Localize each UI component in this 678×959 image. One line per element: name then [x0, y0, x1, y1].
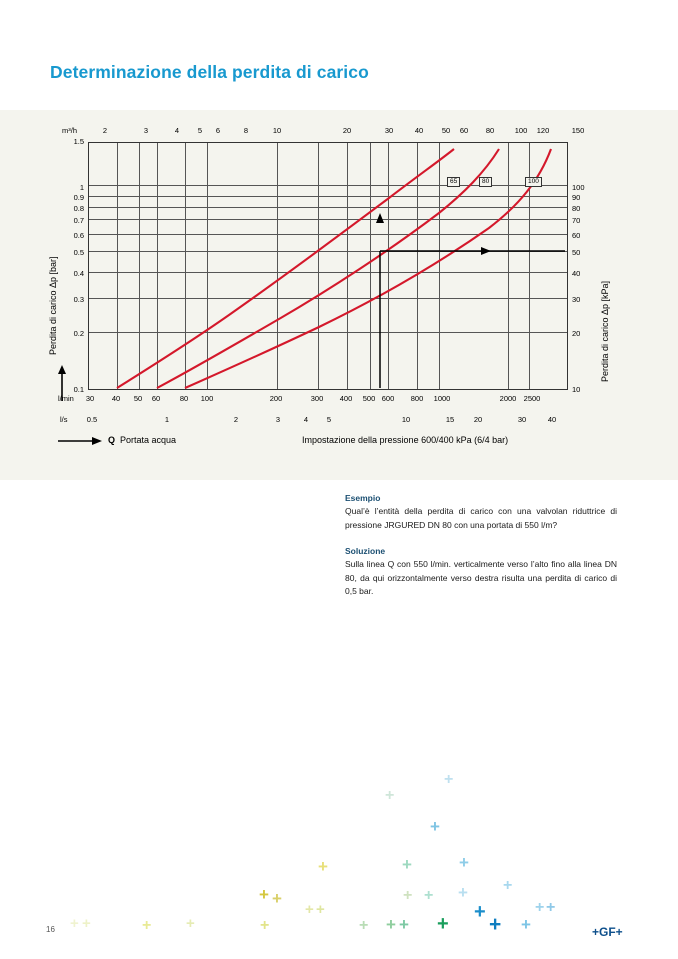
tick-lmin-2500: 2500 [523, 394, 541, 403]
cross-icon: + [474, 901, 486, 923]
curve-dn100 [185, 149, 551, 388]
cross-icon: + [535, 899, 545, 916]
unit-ls: l/s [60, 415, 68, 424]
tick-top-3: 3 [143, 126, 149, 135]
curve-dn65 [117, 149, 454, 388]
tick-ls-3: 3 [275, 415, 281, 424]
cross-icon: + [142, 917, 152, 934]
tick-right-30: 30 [572, 295, 581, 304]
annotation-vline-arrow-icon [376, 213, 384, 223]
tick-left-1p5: 1.5 [73, 137, 84, 146]
gf-logo: +GF+ [592, 925, 623, 939]
tick-lmin-30: 30 [85, 394, 95, 403]
tick-ls-15: 15 [445, 415, 455, 424]
tick-left-0p8: 0.8 [73, 204, 84, 213]
y-axis-right-title: Perdita di carico Δp [kPa] [600, 280, 610, 382]
cross-icon: + [444, 771, 454, 788]
tick-top-5: 5 [197, 126, 203, 135]
cross-icon: + [272, 889, 282, 908]
example-heading: Esempio [345, 493, 381, 503]
tick-right-80: 80 [572, 204, 581, 213]
annotation-hline-arrow-icon [481, 247, 491, 255]
tick-right-20: 20 [572, 329, 581, 338]
tick-top-30: 30 [384, 126, 394, 135]
tick-lmin-80: 80 [179, 394, 189, 403]
tick-lmin-800: 800 [410, 394, 424, 403]
tick-left-0p2: 0.2 [73, 329, 84, 338]
cross-icon: + [546, 899, 556, 916]
tick-ls-10: 10 [401, 415, 411, 424]
cross-icon: + [260, 917, 270, 934]
page-title: Determinazione della perdita di carico [50, 62, 369, 82]
chart-panel [0, 110, 678, 480]
tick-ls-4: 4 [303, 415, 309, 424]
tick-ls-20: 20 [473, 415, 483, 424]
tick-top-40: 40 [414, 126, 424, 135]
y-axis-left-title: Perdita di carico Δp [bar] [48, 256, 58, 355]
cross-icon: + [437, 913, 449, 935]
tick-top-120: 120 [536, 126, 550, 135]
tick-right-90: 90 [572, 193, 581, 202]
page-number: 16 [46, 925, 55, 934]
explanation-block [345, 493, 617, 613]
tick-top-50: 50 [441, 126, 451, 135]
flow-label-q: Q [108, 435, 116, 445]
cross-icon: + [430, 817, 440, 836]
curves-svg [89, 143, 567, 389]
cross-icon: + [305, 901, 314, 918]
tick-top-20: 20 [342, 126, 352, 135]
cross-icon: + [458, 883, 468, 902]
tick-top-80: 80 [485, 126, 495, 135]
curve-badge-100: 100 [525, 177, 542, 187]
tick-right-40: 40 [572, 269, 581, 278]
cross-icon: + [259, 885, 269, 904]
tick-right-50: 50 [572, 248, 581, 257]
tick-lmin-1000: 1000 [433, 394, 451, 403]
tick-ls-40: 40 [547, 415, 557, 424]
curve-badge-80: 80 [479, 177, 492, 187]
tick-lmin-200: 200 [269, 394, 283, 403]
cross-icon: + [386, 915, 396, 934]
tick-ls-30: 30 [517, 415, 527, 424]
cross-icon: + [186, 915, 195, 932]
cross-icon: + [521, 915, 531, 934]
cross-icon: + [82, 915, 91, 932]
tick-lmin-100: 100 [200, 394, 214, 403]
cross-icon: + [402, 855, 412, 874]
cross-icon: + [424, 887, 434, 904]
tick-lmin-60: 60 [151, 394, 161, 403]
cross-icon: + [316, 901, 325, 918]
tick-left-0p7: 0.7 [73, 216, 84, 225]
tick-top-10: 10 [272, 126, 282, 135]
tick-top-8: 8 [243, 126, 249, 135]
cross-icon: + [318, 857, 328, 876]
solution-body: Sulla linea Q con 550 l/min. verticalmente verso l’alto fino alla linea DN 80, da qui orizzontalmente verso destra risulta una perdita di carico di 0,5 bar. [345, 559, 617, 596]
cross-icon: + [403, 887, 413, 904]
tick-top-60: 60 [459, 126, 469, 135]
pressure-setting-label: Impostazione della pressione 600/400 kPa (6/4 bar) [302, 435, 509, 445]
unit-lmin: l/min [58, 394, 74, 403]
cross-icon: + [489, 913, 502, 936]
tick-lmin-40: 40 [111, 394, 121, 403]
cross-icon: + [385, 787, 395, 804]
tick-left-1: 1 [79, 183, 84, 192]
tick-lmin-600: 600 [381, 394, 395, 403]
example-body: Qual’è l’entità della perdita di carico con una valvolan riduttrice di pressione JRGURED DN 80 con una portata di 550 l/m? [345, 506, 617, 530]
tick-top-100: 100 [514, 126, 528, 135]
tick-ls-2: 2 [233, 415, 239, 424]
chart-plot-area [88, 142, 568, 390]
tick-lmin-50: 50 [133, 394, 143, 403]
tick-lmin-2000: 2000 [499, 394, 517, 403]
tick-top-150: 150 [571, 126, 585, 135]
tick-left-0p6: 0.6 [73, 231, 84, 240]
cross-icon: + [459, 853, 469, 872]
tick-left-0p1: 0.1 [73, 385, 84, 394]
cross-icon: + [503, 877, 513, 894]
cross-icon: + [399, 915, 409, 934]
cross-icon: + [70, 915, 79, 932]
solution-heading: Soluzione [345, 546, 386, 556]
tick-right-100: 100 [572, 183, 585, 192]
curve-badge-65: 65 [447, 177, 460, 187]
tick-top-4: 4 [174, 126, 180, 135]
tick-left-0p5: 0.5 [73, 248, 84, 257]
tick-right-60: 60 [572, 231, 581, 240]
tick-top-2: 2 [102, 126, 108, 135]
tick-right-10: 10 [572, 385, 581, 394]
tick-lmin-400: 400 [339, 394, 353, 403]
tick-ls-0p5: 0.5 [86, 415, 98, 424]
tick-left-0p4: 0.4 [73, 269, 84, 278]
tick-left-0p9: 0.9 [73, 193, 84, 202]
flow-label: Portata acqua [120, 435, 177, 445]
unit-m3h: m³/h [62, 126, 77, 135]
cross-icon: + [359, 917, 369, 934]
tick-right-70: 70 [572, 216, 581, 225]
flow-arrow-icon [58, 435, 102, 447]
tick-top-6: 6 [215, 126, 221, 135]
tick-lmin-500: 500 [362, 394, 376, 403]
tick-ls-5: 5 [326, 415, 332, 424]
tick-ls-1: 1 [164, 415, 170, 424]
tick-left-0p3: 0.3 [73, 295, 84, 304]
tick-lmin-300: 300 [310, 394, 324, 403]
